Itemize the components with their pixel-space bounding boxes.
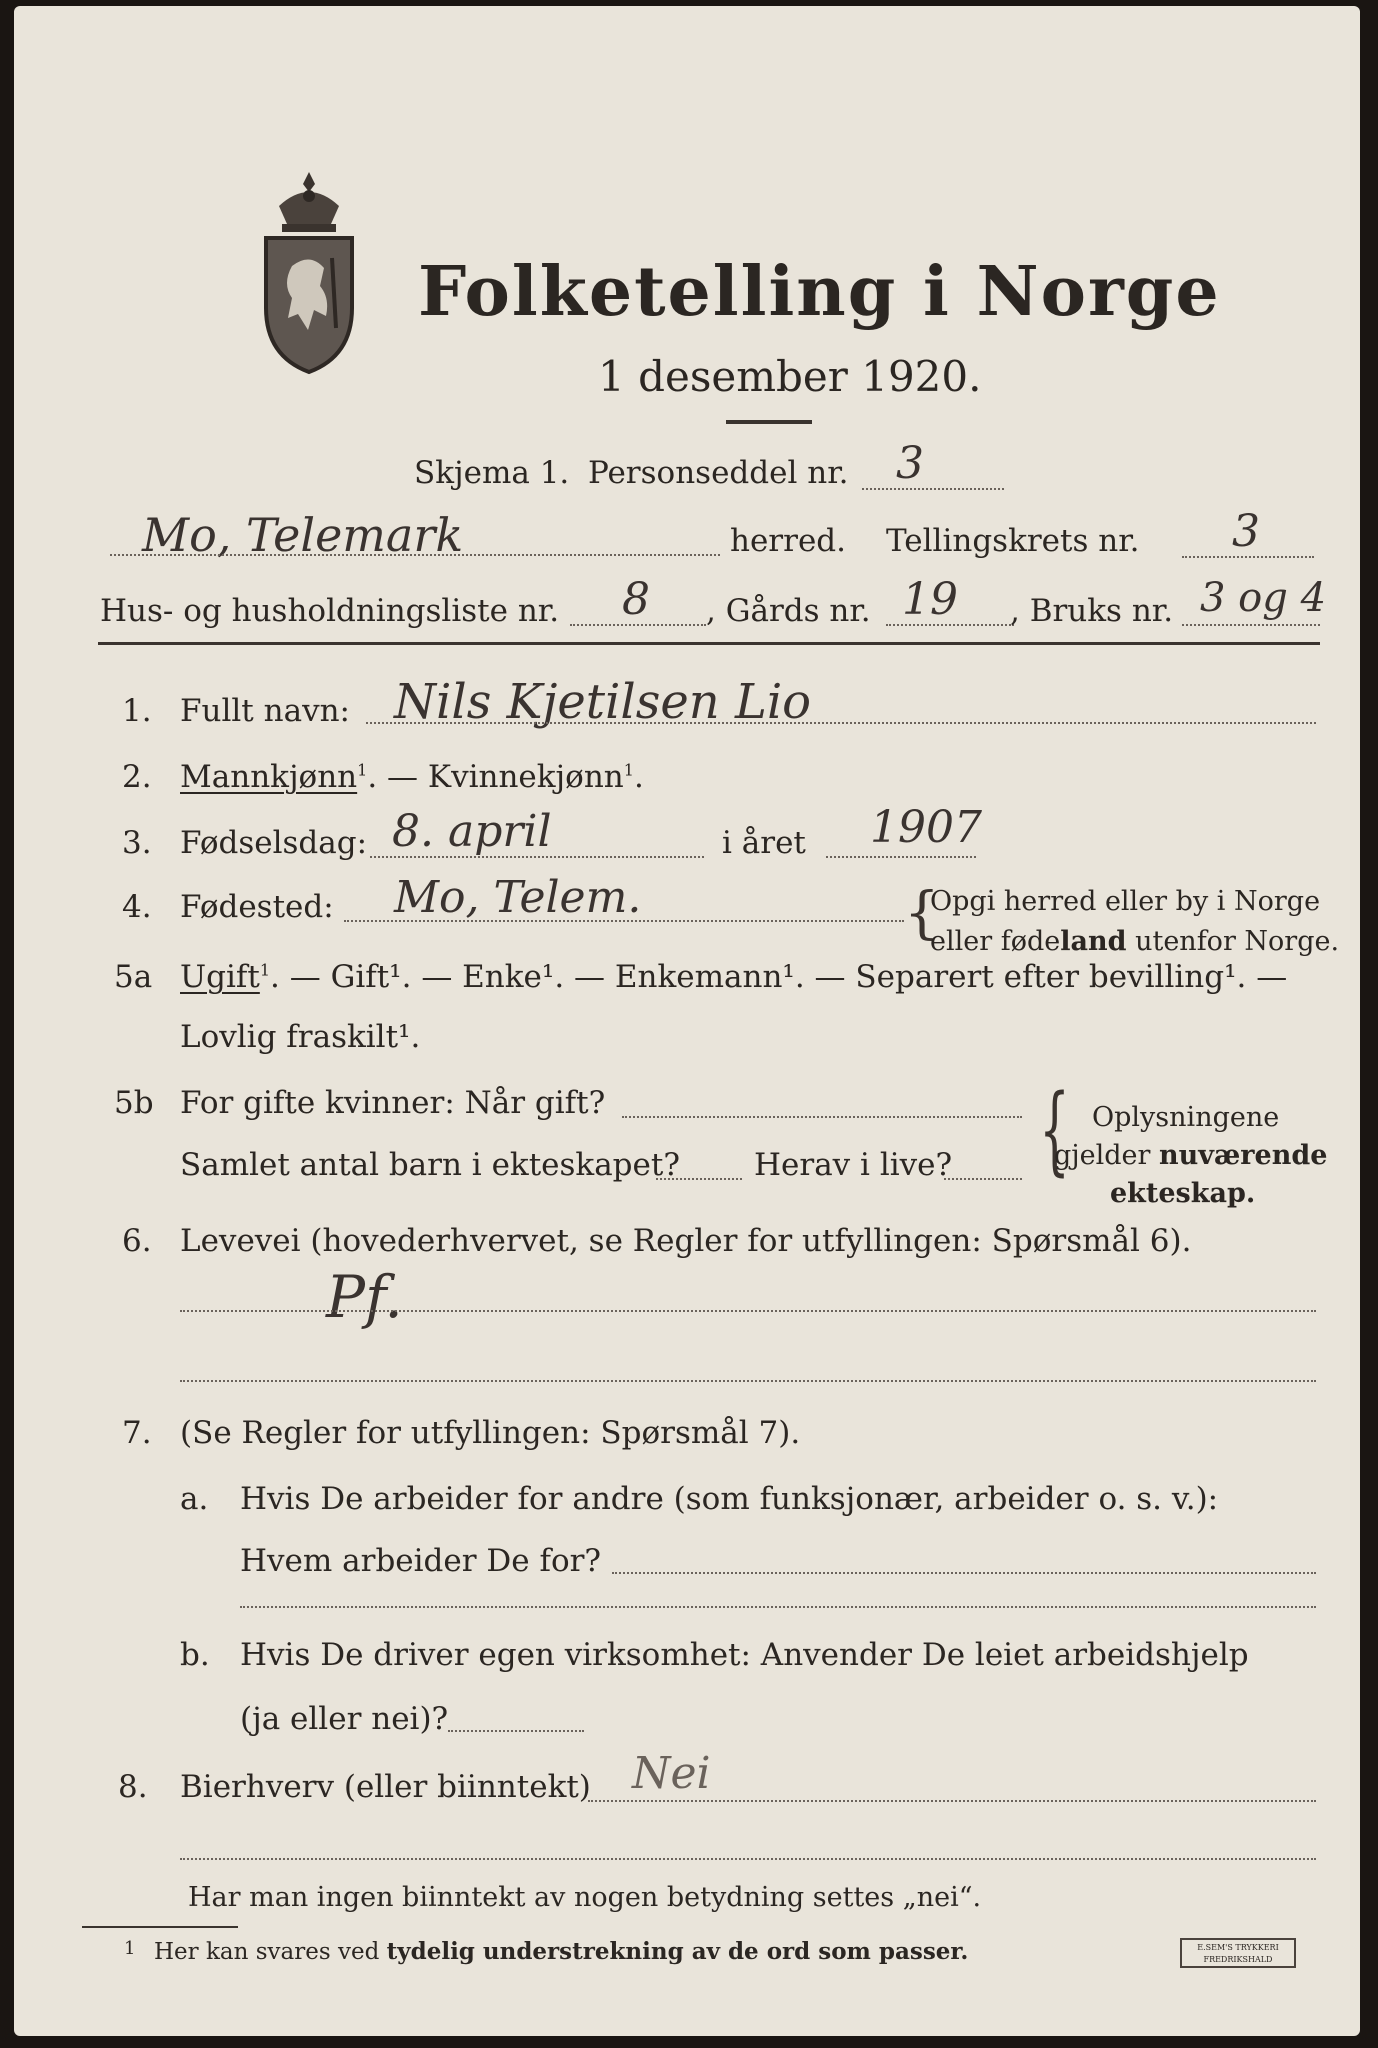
herred-line [110, 554, 720, 556]
q7a-number: a. [180, 1481, 209, 1517]
personseddel-line [862, 488, 1004, 490]
q5b-label: For gifte kvinner: Når gift? [180, 1085, 606, 1121]
q7b-label: Hvis De driver egen virksomhet: Anvender De leiet arbeidshjelp [240, 1637, 1249, 1673]
q5b-note-line2: gjelder nuværende [1054, 1140, 1328, 1171]
occupation-value[interactable]: Pf. [326, 1263, 403, 1331]
q5b-note-line1: Oplysningene [1092, 1102, 1280, 1133]
birth-year-value[interactable]: 1907 [870, 802, 982, 853]
q5b-children-label: Samlet antal barn i ekteskapet? [180, 1147, 680, 1183]
tellingskrets-line [1182, 556, 1314, 558]
q8-label: Bierhverv (eller biinntekt) [180, 1769, 591, 1805]
q7a-employer-label: Hvem arbeider De for? [240, 1543, 602, 1579]
q5b-brace: { [1039, 1074, 1070, 1186]
hus-line [570, 624, 706, 626]
printer-stamp: E.SEM'S TRYKKERI FREDRIKSHALD [1180, 1938, 1296, 1968]
herred-label: herred. [730, 523, 846, 559]
q8-note: Har man ingen biinntekt av nogen betydning settes „nei“. [188, 1882, 982, 1913]
birth-year-label: i året [722, 825, 806, 861]
q5a-number: 5a [114, 959, 153, 995]
q8-number: 8. [118, 1769, 148, 1805]
sex-option-male[interactable]: Mannkjønn [180, 759, 358, 795]
footnote-rule [82, 1926, 238, 1928]
q5b-alive-label: Herav i live? [754, 1147, 953, 1183]
census-form-page [14, 6, 1360, 2036]
q1-label: Fullt navn: [180, 693, 350, 729]
marital-option-ugift[interactable]: Ugift [180, 959, 260, 995]
birthdate-value[interactable]: 8. april [392, 806, 552, 857]
personseddel-value[interactable]: 3 [896, 438, 924, 489]
gards-label: , Gårds nr. [706, 593, 871, 629]
q7-label: (Se Regler for utfyllingen: Spørsmål 7). [180, 1415, 801, 1451]
q5a-line2[interactable]: Lovlig fraskilt¹. [180, 1019, 421, 1055]
marital-options-rest[interactable]: . — Gift¹. — Enke¹. — Enkemann¹. — Separert efter bevilling¹. — [270, 959, 1288, 995]
full-name-line [366, 722, 1316, 724]
employer-line1[interactable] [612, 1572, 1316, 1574]
occupation-line1 [180, 1310, 1316, 1312]
title-divider [726, 420, 812, 424]
footnote-text: Her kan svares ved tydelig understrekning av de ord som passer. [154, 1938, 969, 1965]
q4-label: Fødested: [180, 889, 334, 925]
full-name-value[interactable]: Nils Kjetilsen Lio [394, 674, 812, 730]
header-rule [98, 642, 1320, 645]
footnote-number: 1 [124, 1938, 136, 1959]
tellingskrets-label: Tellingskrets nr. [886, 523, 1140, 559]
side-income-value[interactable]: Nei [632, 1748, 711, 1799]
q3-label: Fødselsdag: [180, 825, 368, 861]
children-alive-line[interactable] [944, 1178, 1022, 1180]
coat-of-arms-icon [254, 166, 364, 378]
tellingskrets-value[interactable]: 3 [1232, 506, 1260, 557]
q6-label: Levevei (hovederhvervet, se Regler for utfyllingen: Spørsmål 6). [180, 1223, 1192, 1259]
personseddel-label: Personseddel nr. [588, 455, 849, 491]
children-count-line[interactable] [656, 1178, 742, 1180]
census-date: 1 desember 1920. [598, 352, 982, 401]
birthplace-value[interactable]: Mo, Telem. [394, 872, 642, 923]
q5a-options: Ugift$^1$. — Gift¹. — Enke¹. — Enkemann¹. — Separert efter bevilling¹. — [180, 959, 1288, 995]
q7-number: 7. [122, 1415, 152, 1451]
occupation-line2 [180, 1380, 1316, 1382]
q3-number: 3. [122, 825, 152, 861]
q7b-yesno-label: (ja eller nei)? [240, 1701, 449, 1737]
birthplace-line [344, 920, 904, 922]
q7a-label: Hvis De arbeider for andre (som funksjonær, arbeider o. s. v.): [240, 1481, 1219, 1517]
birthdate-line [370, 856, 704, 858]
gards-value[interactable]: 19 [902, 574, 958, 625]
side-income-line2 [180, 1858, 1316, 1860]
bruks-line [1182, 624, 1320, 626]
birth-year-line [826, 856, 976, 858]
q4-number: 4. [122, 889, 152, 925]
bruks-value[interactable]: 3 og 4 [1200, 575, 1327, 621]
herred-value[interactable]: Mo, Telemark [142, 508, 464, 562]
married-when-line[interactable] [622, 1116, 1022, 1118]
employer-line2[interactable] [240, 1606, 1316, 1608]
bruks-label: , Bruks nr. [1010, 593, 1174, 629]
q2-options: Mannkjønn$^1$. — Kvinnekjønn$^1$. [180, 759, 644, 795]
q4-note-line1: Opgi herred eller by i Norge [930, 886, 1321, 917]
skjema-label: Skjema 1. [414, 455, 570, 491]
hired-help-line[interactable] [448, 1730, 584, 1732]
q4-brace: { [904, 881, 940, 946]
form-title: Folketelling i Norge [418, 252, 1221, 332]
q5b-number: 5b [114, 1085, 154, 1121]
q2-number: 2. [122, 759, 152, 795]
q5b-note-line3: ekteskap. [1110, 1178, 1256, 1209]
q6-number: 6. [122, 1223, 152, 1259]
q4-note-line2: eller fødeland utenfor Norge. [930, 926, 1340, 957]
hus-value[interactable]: 8 [622, 574, 650, 625]
side-income-line1 [588, 1800, 1316, 1802]
hus-label: Hus- og husholdningsliste nr. [100, 593, 560, 629]
q1-number: 1. [122, 693, 152, 729]
q7b-number: b. [180, 1637, 210, 1673]
gards-line [886, 624, 1014, 626]
sex-option-female[interactable]: . — Kvinnekjønn [367, 759, 624, 795]
